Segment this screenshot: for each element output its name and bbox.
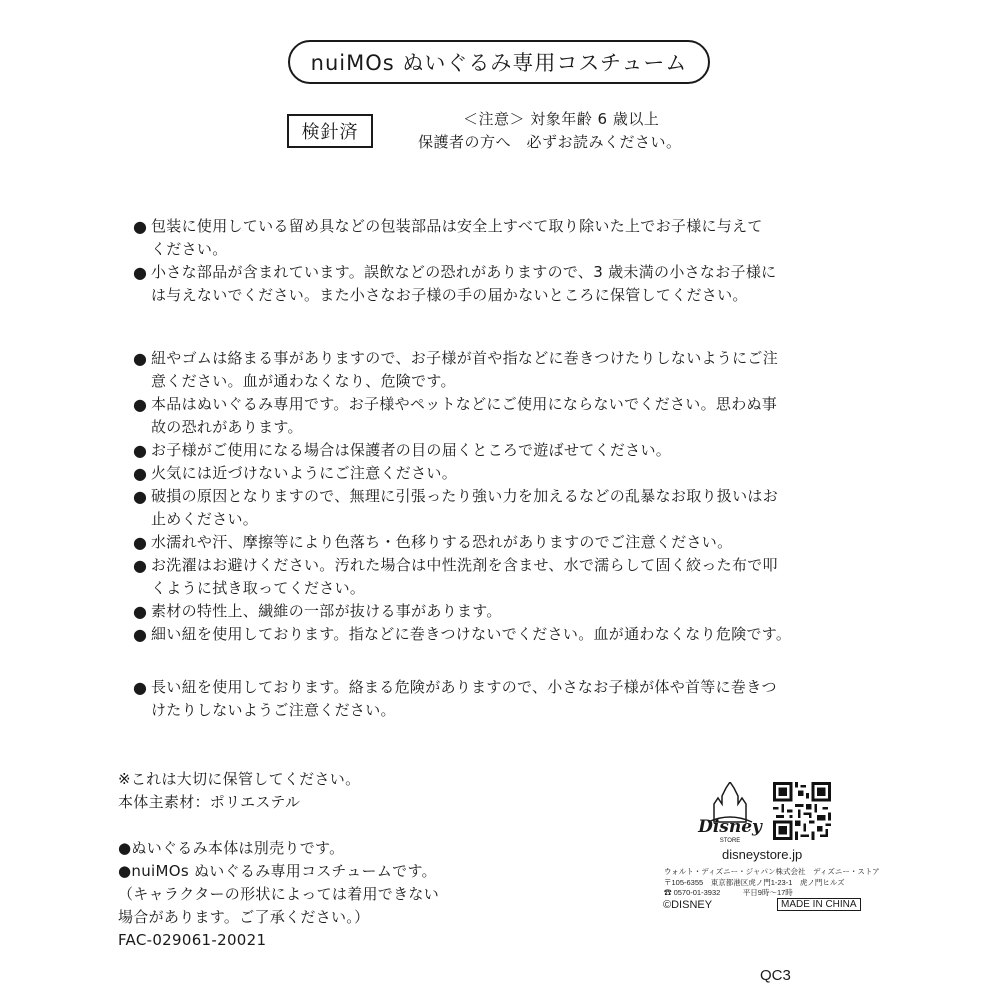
age-notice-line2: 保護者の方へ 必ずお読みください。: [418, 133, 682, 151]
warning-text: 意ください。血が通わなくなり、危険です。: [151, 372, 456, 390]
warning-line: [133, 416, 873, 439]
warning-line: [133, 554, 873, 577]
warnings-group-3: [133, 676, 873, 722]
qc-mark: QC3: [760, 967, 791, 984]
bullet-icon: ●: [133, 678, 148, 697]
warnings-group-2: [133, 347, 873, 646]
warning-text: 小さな部品が含まれています。誤飲などの恐れがありますので、3 歳未満の小さなお子様に: [151, 263, 777, 281]
warning-text: 本品はぬいぐるみ専用です。お子様やペットなどにご使用にならないでください。思わぬ事: [151, 395, 778, 413]
bullet-icon: ●: [133, 487, 148, 506]
warning-line: [133, 439, 873, 462]
costume-note: ●nuiMOs ぬいぐるみ専用コスチュームです。: [118, 862, 437, 880]
warning-text: けたりしないようご注意ください。: [151, 701, 396, 719]
age-notice: [418, 108, 682, 154]
warning-line: [133, 284, 873, 307]
bullet-icon: ●: [133, 395, 148, 414]
warning-text: 火気には近づけないようにご注意ください。: [151, 464, 458, 482]
bullet-spacer: [133, 238, 151, 261]
warning-line: [133, 393, 873, 416]
warning-line: [133, 261, 873, 284]
warning-text: 水濡れや汗、摩擦等により色落ち・色移りする恐れがありますのでご注意ください。: [151, 533, 733, 551]
copyright: ©DISNEY: [663, 899, 713, 911]
warning-line: [133, 462, 873, 485]
store-url: disneystore.jp: [722, 847, 803, 862]
warning-line: [133, 238, 873, 261]
bullet-icon: ●: [133, 556, 148, 575]
company-info: [664, 867, 880, 899]
logo-text: Disney: [698, 817, 762, 837]
bullet-spacer: [133, 508, 151, 531]
fit-note-line2: 場合があります。ご了承ください。）: [118, 908, 370, 926]
warning-text: 止めください。: [151, 510, 259, 528]
warning-text: は与えないでください。また小さなお子様の手の届かないところに保管してください。: [151, 286, 748, 304]
qr-code: [773, 782, 831, 840]
bullet-icon: ●: [133, 441, 148, 460]
warning-line: [133, 531, 873, 554]
sold-separately-note: ●ぬいぐるみ本体は別売りです。: [118, 839, 345, 857]
warning-text: 長い紐を使用しております。絡まる危険がありますので、小さなお子様が体や首等に巻きつ: [151, 678, 777, 696]
needle-inspected-label: 検針済: [287, 114, 373, 148]
made-in-label: MADE IN CHINA: [777, 898, 861, 911]
warning-text: 故の恐れがあります。: [151, 418, 303, 436]
company-name: ウォルト・ディズニー・ジャパン株式会社 ディズニー・ストア: [664, 867, 880, 876]
keep-note: ※これは大切に保管してください。: [118, 770, 361, 788]
product-title: nuiMOs ぬいぐるみ専用コスチューム: [288, 40, 710, 84]
bullet-spacer: [133, 370, 151, 393]
bullet-icon: ●: [133, 602, 148, 621]
company-phone: ☎ 0570-01-3932 平日9時〜17時: [664, 888, 793, 897]
warning-text: 素材の特性上、繊維の一部が抜ける事があります。: [151, 602, 502, 620]
bullet-spacer: [133, 284, 151, 307]
warning-line: [133, 347, 873, 370]
warning-text: 包装に使用している留め具などの包装部品は安全上すべて取り除いた上でお子様に与えて: [151, 217, 763, 235]
bullet-spacer: [133, 416, 151, 439]
bullet-icon: ●: [133, 349, 148, 368]
warning-text: お洗濯はお避けください。汚れた場合は中性洗剤を含ませ、水で濡らして固く絞った布で叩: [151, 556, 778, 574]
bullet-icon: ●: [133, 263, 148, 282]
warning-text: 細い紐を使用しております。指などに巻きつけないでください。血が通わなくなり危険です。: [151, 625, 792, 643]
warning-line: [133, 600, 873, 623]
disney-store-logo: [694, 782, 766, 844]
bullet-icon: ●: [133, 533, 148, 552]
warning-text: 紐やゴムは絡まる事がありますので、お子様が首や指などに巻きつけたりしないようにご注: [151, 349, 779, 367]
warning-line: [133, 577, 873, 600]
age-notice-line1: ＜注意＞ 対象年齢 6 歳以上: [463, 110, 660, 128]
bullet-icon: ●: [133, 464, 148, 483]
warning-text: ください。: [151, 240, 228, 258]
warning-line: [133, 676, 873, 699]
company-address: 〒105-6355 東京都港区虎ノ門1-23-1 虎ノ門ヒルズ: [664, 877, 845, 887]
bullet-spacer: [133, 699, 151, 722]
bullet-icon: ●: [133, 217, 148, 236]
warning-line: [133, 508, 873, 531]
bullet-icon: ●: [133, 625, 148, 644]
material-note: 本体主素材：ポリエステル: [118, 793, 301, 811]
warnings-group-1: [133, 215, 873, 307]
warning-line: [133, 623, 873, 646]
product-code: FAC-029061-20021: [118, 931, 267, 949]
warning-line: [133, 485, 873, 508]
fit-note-line1: （キャラクターの形状によっては着用できない: [118, 885, 440, 903]
logo-sub: STORE: [719, 838, 741, 844]
warning-line: [133, 215, 873, 238]
bottom-notes: [118, 768, 439, 952]
warning-text: 破損の原因となりますので、無理に引張ったり強い力を加えるなどの乱暴なお取り扱いはお: [151, 487, 779, 505]
warning-line: [133, 699, 873, 722]
warning-line: [133, 370, 873, 393]
warning-text: くように拭き取ってください。: [151, 579, 366, 597]
warning-text: お子様がご使用になる場合は保護者の目の届くところで遊ばせてください。: [151, 441, 672, 459]
bullet-spacer: [133, 577, 151, 600]
